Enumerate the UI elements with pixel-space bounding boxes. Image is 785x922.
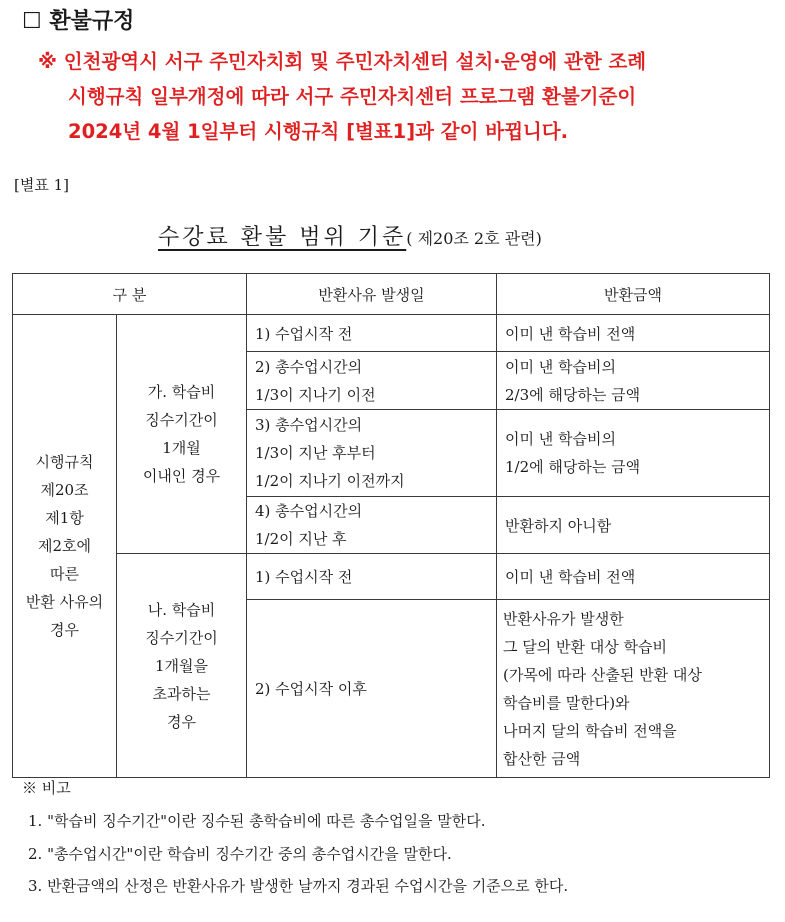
annex-label: [별표 1] [14, 176, 69, 194]
refund-table [12, 273, 770, 778]
header-refund: 반환금액 [497, 274, 770, 315]
table-row [13, 554, 770, 600]
occurrence-cell: 4) 총수업시간의 1/2이 지난 후 [247, 497, 497, 554]
group-b-cell: 나. 학습비 징수기간이 1개월을 초과하는 경우 [117, 554, 247, 778]
refund-cell: 반환사유가 발생한 그 달의 반환 대상 학습비 (가목에 따라 산출된 반환 대상 학습비를 말한다)와 나머지 달의 학습비 전액을 합산한 금액 [497, 600, 770, 778]
remark-item: 3. 반환금액의 산정은 반환사유가 발생한 날까지 경과된 수업시간을 기준으로 한다. [28, 877, 569, 895]
notice-line-1 [38, 44, 778, 79]
remark-item: 2. "총수업시간"이란 학습비 징수기간 중의 총수업시간을 말한다. [28, 845, 452, 863]
reference-mark-icon: ※ [38, 50, 57, 73]
refund-cell: 이미 낸 학습비의 1/2에 해당하는 금액 [497, 410, 770, 497]
category-cell: 시행규칙 제20조 제1항 제2호에 따른 반환 사유의 경우 [13, 315, 117, 778]
header-occurrence: 반환사유 발생일 [247, 274, 497, 315]
occurrence-cell: 3) 총수업시간의 1/3이 지난 후부터 1/2이 지나기 이전까지 [247, 410, 497, 497]
notice-text-1: 인천광역시 서구 주민자치회 및 주민자치센터 설치·운영에 관한 조례 [63, 50, 647, 73]
table-row [13, 315, 770, 352]
section-heading [22, 4, 134, 35]
occurrence-cell: 2) 수업시작 이후 [247, 600, 497, 778]
occurrence-cell: 2) 총수업시간의 1/3이 지나기 이전 [247, 352, 497, 410]
refund-cell: 이미 낸 학습비 전액 [497, 315, 770, 352]
table-title-sub: ( 제20조 2호 관련) [406, 229, 542, 248]
notice-box [38, 44, 778, 149]
occurrence-cell: 1) 수업시작 전 [247, 554, 497, 600]
refund-cell: 이미 낸 학습비 전액 [497, 554, 770, 600]
notice-line-3: 2024년 4월 1일부터 시행규칙 [별표1]과 같이 바뀝니다. [68, 120, 569, 143]
group-a-cell: 가. 학습비 징수기간이 1개월 이내인 경우 [117, 315, 247, 554]
section-title: 환불규정 [49, 9, 135, 34]
remark-item: 1. "학습비 징수기간"이란 징수된 총학습비에 따른 총수업일을 말한다. [28, 812, 486, 830]
remarks-title: ※ 비고 [22, 779, 71, 797]
refund-cell: 반환하지 아니함 [497, 497, 770, 554]
occurrence-cell: 1) 수업시작 전 [247, 315, 497, 352]
table-header-row [13, 274, 770, 315]
table-title-main: 수강료 환불 범위 기준 [158, 225, 407, 250]
header-category: 구 분 [13, 274, 247, 315]
notice-line-2: 시행규칙 일부개정에 따라 서구 주민자치센터 프로그램 환불기준이 [68, 85, 637, 108]
refund-cell: 이미 낸 학습비의 2/3에 해당하는 금액 [497, 352, 770, 410]
checkbox-icon: ☐ [22, 9, 42, 34]
table-title [158, 220, 542, 251]
